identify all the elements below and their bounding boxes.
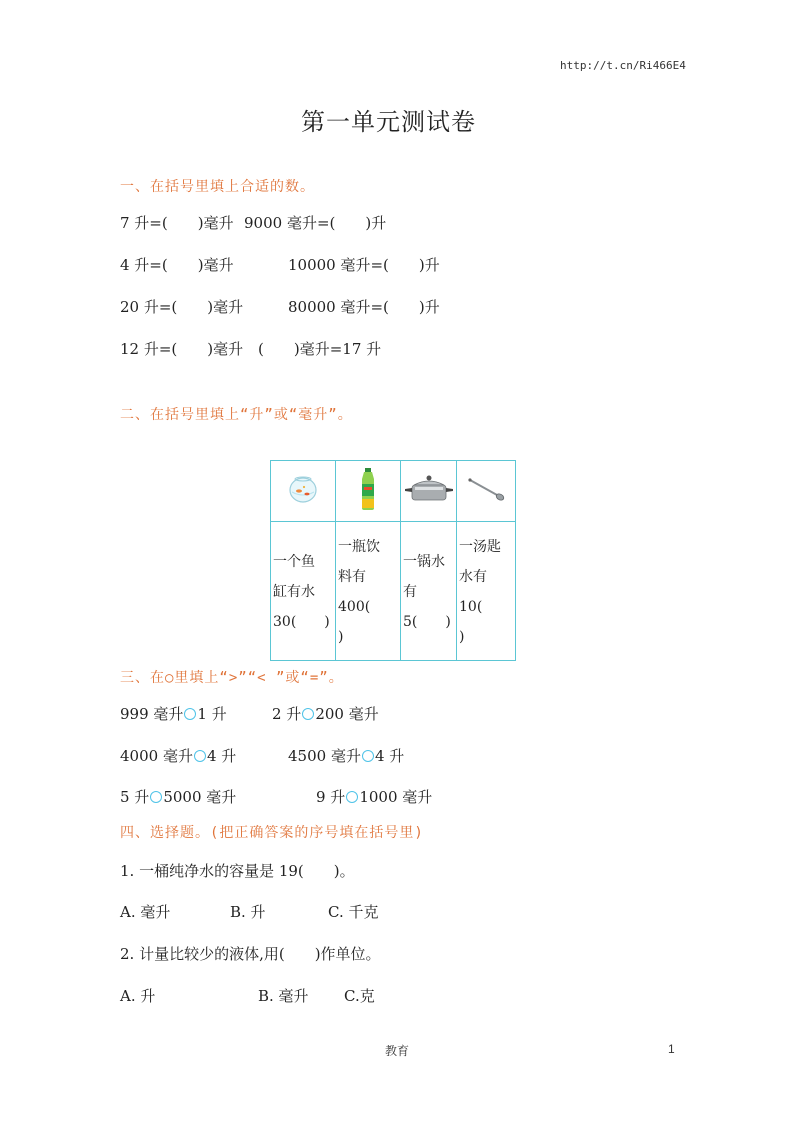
item-text-line: 一个鱼 [273,554,315,570]
section-2-heading: 二、在括号里填上“升”或“毫升”。 [120,407,353,423]
item-description [401,522,457,661]
page-title: 第一单元测试卷 [301,108,476,136]
item-text-line: 30( ) [273,614,330,630]
fill-item: ( )毫升=17 升 [258,340,382,358]
item-text-line: 料有 [338,569,366,585]
option-b: B. 升 [230,903,266,921]
compare-circle[interactable] [362,750,374,762]
compare-item [316,786,432,807]
drink-bottle-icon [357,467,379,511]
item-text-line: 10( [459,599,483,615]
item-text-line: 一汤匙 [459,539,501,555]
fill-item: 10000 毫升=( )升 [288,256,440,274]
item-text-line: ) [338,629,344,645]
item-description [271,522,336,661]
item-text-line: 一瓶饮 [338,539,380,555]
page-number: 1 [668,1042,675,1056]
item-cell [457,461,516,522]
compare-item [272,703,379,724]
compare-right: 1 升 [197,705,227,723]
question-1: 1. 一桶纯净水的容量是 19( )。 [120,862,355,880]
compare-left: 4000 毫升 [120,747,193,765]
compare-right: 4 升 [374,747,405,765]
compare-item [120,786,236,807]
item-description [336,522,401,661]
item-text-line: 有 [403,584,417,600]
fill-item: 4 升=( )毫升 [120,256,234,274]
source-url: http://t.cn/Ri466E4 [560,59,686,72]
item-cell [336,461,401,522]
compare-left: 999 毫升 [120,705,184,723]
item-text-line: 一锅水 [403,554,445,570]
compare-left: 4500 毫升 [288,747,361,765]
compare-left: 9 升 [316,788,346,806]
compare-circle[interactable] [184,708,196,720]
item-cell [271,461,336,522]
section-3-heading: 三、在○里填上“>”“< ”或“=”。 [120,670,344,686]
item-text-line: ) [459,629,465,645]
compare-right: 200 毫升 [315,705,379,723]
item-text-line: 水有 [459,569,487,585]
compare-circle[interactable] [302,708,314,720]
compare-item [120,703,227,724]
footer-label: 教育 [385,1044,410,1058]
fill-item: 12 升=( )毫升 [120,340,244,358]
compare-right: 4 升 [206,747,237,765]
option-a: A. 毫升 [120,903,171,921]
item-text-line: 400( [338,599,371,615]
compare-item [120,745,236,766]
compare-right: 5000 毫升 [163,788,237,806]
compare-left: 5 升 [120,788,150,806]
compare-circle[interactable] [194,750,206,762]
compare-left: 2 升 [272,705,302,723]
item-text-line: 5( ) [403,614,451,630]
option-c: C. 千克 [328,903,379,921]
option-b: B. 毫升 [258,987,309,1005]
section-4-heading: 四、选择题。(把正确答案的序号填在括号里) [120,825,424,841]
question-2: 2. 计量比较少的液体,用( )作单位。 [120,945,381,963]
unit-items-table [270,460,516,661]
option-a: A. 升 [120,987,156,1005]
item-cell [401,461,457,522]
fill-item: 9000 毫升=( )升 [244,214,387,232]
option-c: C.克 [344,987,375,1005]
compare-circle[interactable] [150,791,162,803]
compare-item [288,745,404,766]
spoon-icon [466,476,506,502]
compare-right: 1000 毫升 [359,788,433,806]
fishbowl-icon [286,472,320,506]
section-1-heading: 一、在括号里填上合适的数。 [120,179,315,195]
fill-item: 80000 毫升=( )升 [288,298,440,316]
item-description [457,522,516,661]
pot-icon [402,474,456,504]
compare-circle[interactable] [346,791,358,803]
fill-item: 7 升=( )毫升 [120,214,234,232]
fill-item: 20 升=( )毫升 [120,298,244,316]
item-text-line: 缸有水 [273,584,315,600]
